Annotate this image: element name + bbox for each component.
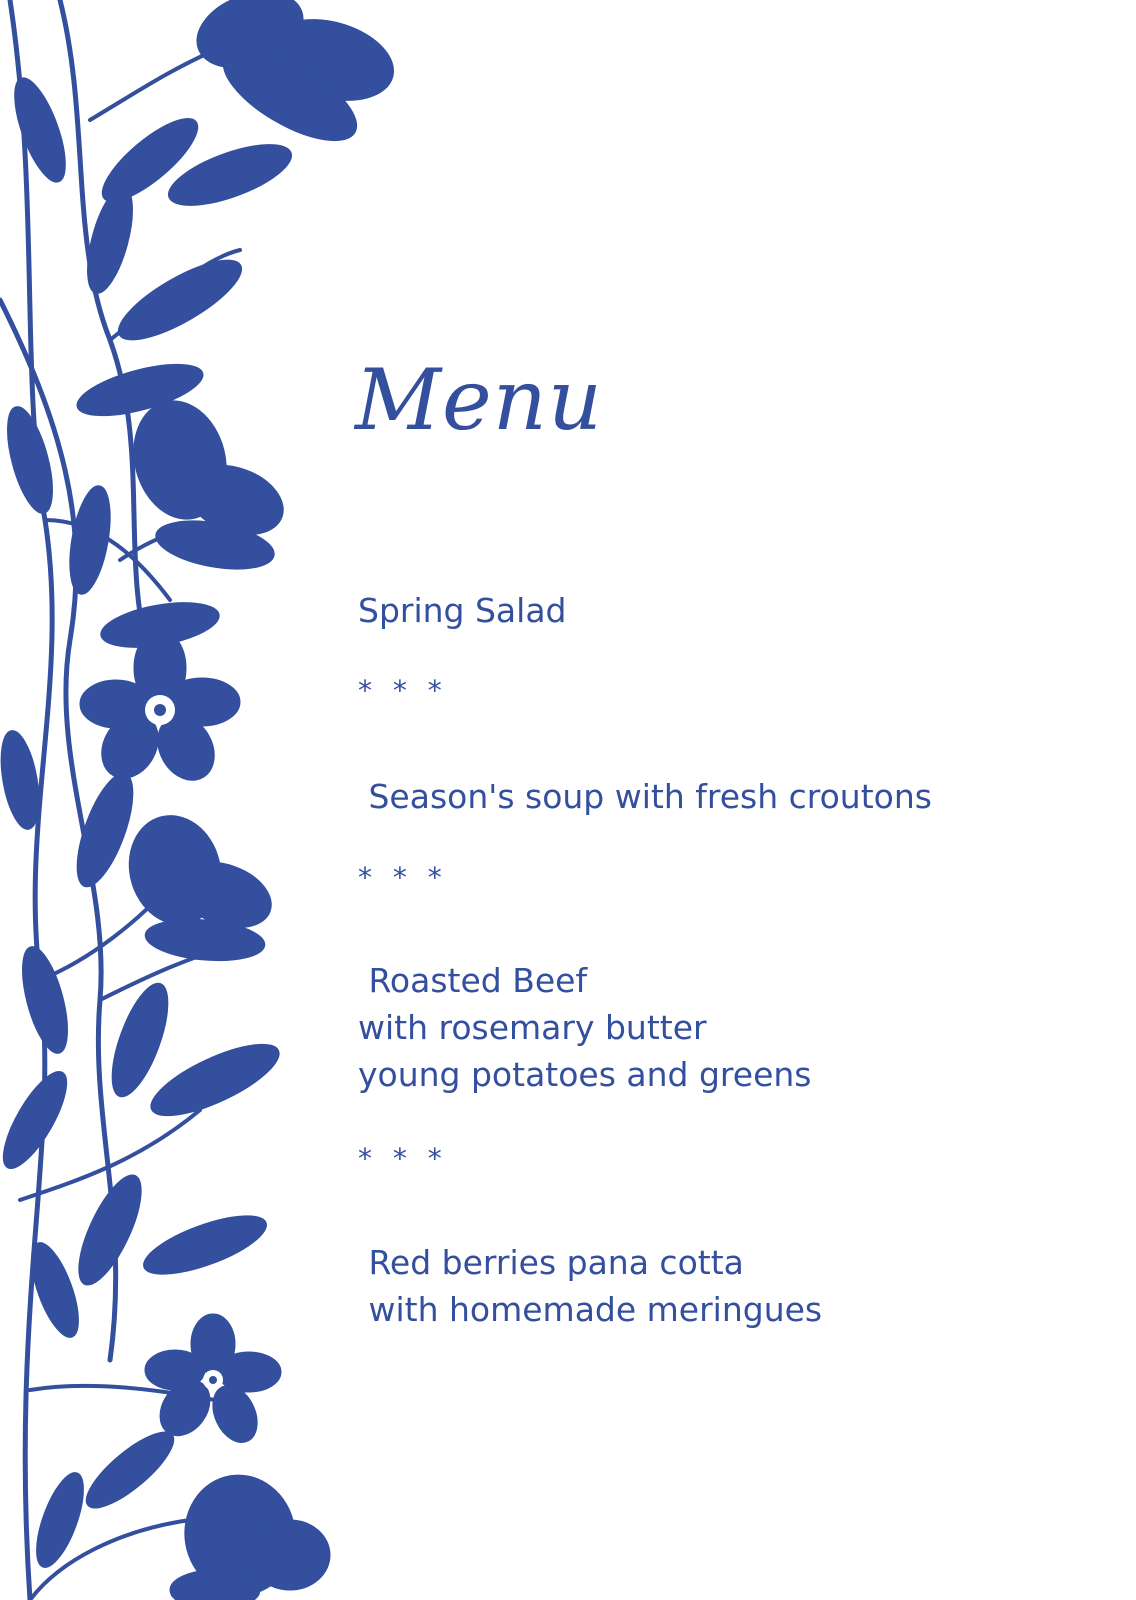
course-line: Season's soup with fresh croutons [358,777,932,816]
course-line: Roasted Beef [358,961,588,1000]
course-line: young potatoes and greens [358,1055,812,1094]
course-separator: * * * [358,861,448,894]
course-separator: * * * [358,674,448,707]
course-line: with homemade meringues [358,1290,823,1329]
menu-title: Menu [355,351,603,449]
course-line: Red berries pana cotta [358,1243,744,1282]
course-line: with rosemary butter [358,1008,707,1047]
course-line: Spring Salad [358,591,567,630]
course-separator: * * * [358,1142,448,1175]
floral-vine-illustration [0,0,420,1600]
